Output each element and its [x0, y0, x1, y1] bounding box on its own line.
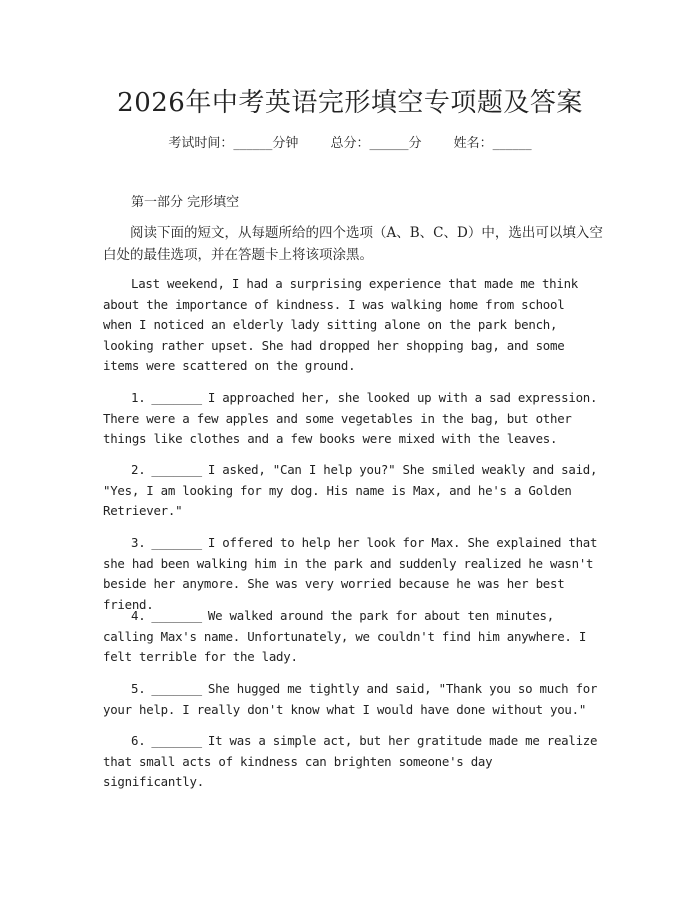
answer-blank: _______	[151, 681, 202, 696]
question-item-2	[103, 460, 599, 522]
question-item-6	[103, 731, 599, 793]
answer-blank: _______	[151, 390, 202, 405]
question-item-3	[103, 533, 599, 615]
question-number: 5.	[131, 681, 146, 696]
question-text: I approached her, she looked up with a sad expression. There were a few apples and some vegetables in the bag, but other things like clothes and a few books were mixed with the leaves.	[103, 390, 598, 446]
question-number: 4.	[131, 608, 146, 623]
exam-score: 总分：______分	[330, 136, 422, 151]
answer-blank: _______	[151, 733, 202, 748]
question-number: 2.	[131, 462, 146, 477]
answer-blank: _______	[151, 462, 202, 477]
answer-blank: _______	[151, 608, 202, 623]
question-item-4	[103, 606, 599, 668]
exam-time: 考试时间：______分钟	[168, 136, 299, 151]
exam-meta	[0, 132, 700, 151]
question-item-5	[103, 679, 599, 720]
passage-intro: Last weekend, I had a surprising experience that made me think about the importance of kindness. I was walking home from school when I noticed an elderly lady sitting alone on the park bench, looking rather upset. She had dropped her shopping bag, and some items were scattered on the ground.	[103, 276, 579, 373]
question-number: 6.	[131, 733, 146, 748]
answer-blank: _______	[151, 535, 202, 550]
question-text: I asked, "Can I help you?" She smiled weakly and said, "Yes, I am looking for my dog. His name is Max, and he's a Golden Retriever."	[103, 462, 598, 518]
question-text: She hugged me tightly and said, "Thank you so much for your help. I really don't know what I would have done without you."	[103, 681, 598, 717]
student-name: 姓名：______	[453, 136, 532, 151]
question-text: I offered to help her look for Max. She explained that she had been walking him in the park and suddenly realized he wasn't beside her anymore. She was very worried because he was her best friend.	[103, 535, 598, 612]
section-title: 第一部分 完形填空	[131, 195, 240, 210]
question-text: It was a simple act, but her gratitude made me realize that small acts of kindness can brighten someone's day significantly.	[103, 733, 598, 789]
question-number: 1.	[131, 390, 146, 405]
question-item-1	[103, 388, 599, 450]
instructions: 阅读下面的短文，从每题所给的四个选项（A、B、C、D）中，选出可以填入空白处的最佳选项，并在答题卡上将该项涂黑。	[103, 225, 603, 263]
question-text: We walked around the park for about ten minutes, calling Max's name. Unfortunately, we couldn't find him anywhere. I felt terrible for the lady.	[103, 608, 587, 664]
question-number: 3.	[131, 535, 146, 550]
page-title: 2026年中考英语完形填空专项题及答案	[117, 88, 583, 118]
